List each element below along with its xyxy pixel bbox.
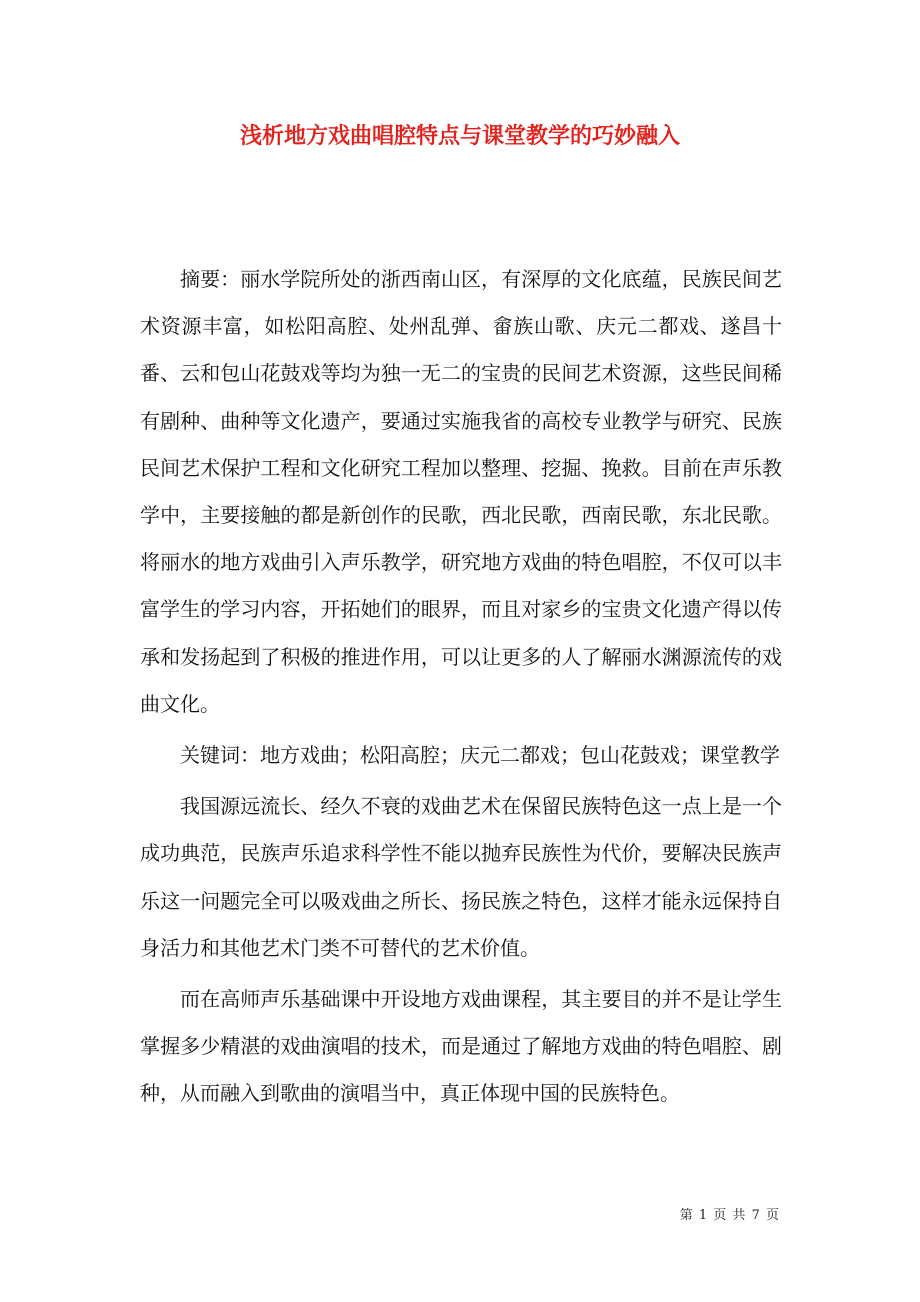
footer-prefix: 第	[679, 1208, 694, 1223]
footer-middle: 页 共	[713, 1208, 747, 1223]
footer-total-pages: 7	[751, 1208, 761, 1223]
footer-page-number: 1	[698, 1208, 709, 1223]
body-paragraph: 我国源远流长、经久不衰的戏曲艺术在保留民族特色这一点上是一个成功典范，民族声乐追求科学性不能以抛弃民族性为代价，要解决民族声乐这一问题完全可以吸戏曲之所长、扬民族之特色，这样才能永远保持自身活力和其他艺术门类不可替代的艺术价值。	[140, 794, 782, 960]
document-body	[140, 256, 782, 1122]
page-number-footer	[680, 1206, 780, 1226]
footer-suffix: 页	[765, 1208, 780, 1223]
document-title: 浅析地方戏曲唱腔特点与课堂教学的巧妙融入	[239, 123, 680, 149]
body-paragraph: 而在高师声乐基础课中开设地方戏曲课程，其主要目的并不是让学生掌握多少精湛的戏曲演唱的技术，而是通过了解地方戏曲的特色唱腔、剧种，从而融入到歌曲的演唱当中，真正体现中国的民族特色。	[140, 987, 782, 1106]
abstract-paragraph: 摘要：丽水学院所处的浙西南山区，有深厚的文化底蕴，民族民间艺术资源丰富，如松阳高腔、处州乱弹、畲族山歌、庆元二都戏、遂昌十番、云和包山花鼓戏等均为独一无二的宝贵的民间艺术资源，这些民间稀有剧种、曲种等文化遗产，要通过实施我省的高校专业教学与研究、民族民间艺术保护工程和文化研究工程加以整理、挖掘、挽救。目前在声乐教学中，主要接触的都是新创作的民歌，西北民歌，西南民歌，东北民歌。将丽水的地方戏曲引入声乐教学，研究地方戏曲的特色唱腔，不仅可以丰富学生的学习内容，开拓她们的眼界，而且对家乡的宝贵文化遗产得以传承和发扬起到了积极的推进作用，可以让更多的人了解丽水渊源流传的戏曲文化。	[140, 267, 782, 716]
keywords-paragraph: 关键词：地方戏曲；松阳高腔；庆元二都戏；包山花鼓戏；课堂教学	[180, 743, 780, 768]
